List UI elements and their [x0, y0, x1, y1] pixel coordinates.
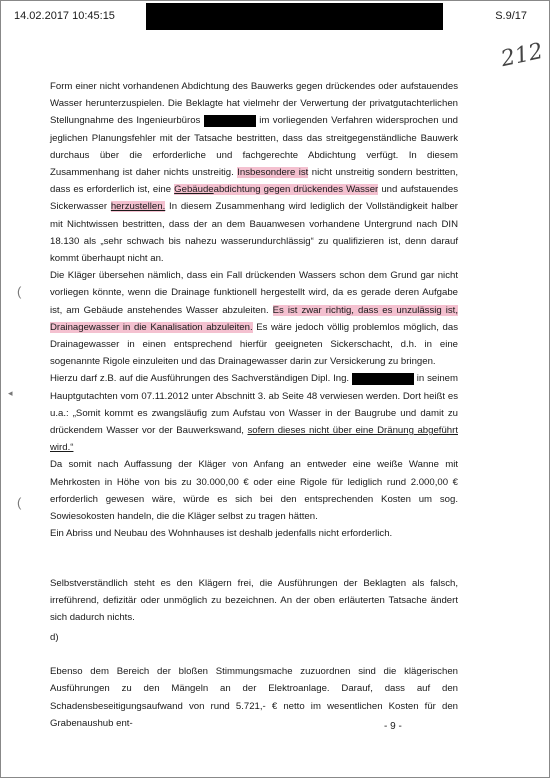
redaction-bar-header — [146, 3, 443, 30]
body-text-section-d — [50, 629, 458, 732]
margin-arrow: ◂ — [8, 388, 13, 398]
redaction-inline — [352, 373, 414, 385]
paragraph: Da somit nach Auffassung der Kläger von Anfang an entweder eine weiße Wanne mit Mehrkosten in Höhe von bis zu 30.000,00 € oder eine Rigole für lediglich rund 2.000,00 € erforderlich gewesen wäre, würde es sich bei den entsprechenden Kosten um sog. Sowiesokosten handeln, die die Kläger selbst zu tragen hätten. — [50, 459, 458, 523]
paragraph: Hierzu darf z.B. auf die Ausführungen des Sachverständigen Dipl. Ing. in seinem Hauptgutachten vom 07.11.2012 unter Abschnitt 3. ab Seite 48 verwiesen werden. Dort heißt es u.a.: „Somit kommt es zwangsläufig zum Aufstau von Wasser in der Baugrube und damit zu drückendem Wasser vor der Bauwerkswand, sofern dieses nicht über eine Dränung abgeführt wird.“ — [50, 373, 459, 454]
paragraph: Selbstverständlich steht es den Klägern frei, die Ausführungen der Beklagten als falsch, irreführend, defizitär oder unmöglich zu bezeichnen. An der oben erläuterten Tatsache ändert sich dadurch nichts. — [50, 578, 458, 624]
page-number: - 9 - — [384, 721, 402, 732]
highlight: abdichtung gegen drückendes Wasser — [213, 184, 379, 196]
highlight-underlined: herzustellen. — [110, 201, 166, 213]
margin-mark: ( — [17, 284, 22, 299]
highlight: Es ist zwar richtig, dass es unzulässig ist, Drainagewasser in die Kanalisation abzuleiten. — [50, 304, 458, 333]
paragraph: Ebenso dem Bereich der bloßen Stimmungsmache zuzuordnen sind die klägerischen Ausführungen zu den Mängeln an der Elektroanlage. Darauf, dass auf den Schadensbeseitigungsaufwand von rund 5.721,- € netto im wesentlichen Kosten für den Grabenaushub ent- — [50, 666, 458, 729]
section-heading: d) — [50, 632, 59, 643]
highlight-underlined: Gebäude — [174, 184, 214, 196]
redaction-inline — [204, 115, 256, 127]
handwritten-note: 212 — [498, 38, 546, 73]
body-text-main — [50, 78, 458, 542]
fax-timestamp: 14.02.2017 10:45:15 — [14, 10, 115, 22]
paragraph: Die Kläger übersehen nämlich, dass ein Fall drückenden Wassers schon dem Grund gar nicht vorliegen könnte, wenn die Drainage funktionell hergestellt wird, da es gerade deren Aufgabe ist, am Gebäude anstehendes Wasser abzuleiten. Es ist zwar richtig, dass es unzulässig ist, Drainagewasser in die Kanalisation abzuleiten. Es wäre jedoch völlig problemlos möglich, das Drainagewasser in einen entsprechend hierfür geeigneten Sickerschacht, d.h. in eine sogenannte Rigole einzuleiten und das Drainagewasser darin zur Versickerung zu bringen. — [50, 270, 458, 368]
paragraph: Ein Abriss und Neubau des Wohnhauses ist deshalb jedenfalls nicht erforderlich. — [50, 528, 393, 540]
margin-mark: ( — [17, 495, 22, 510]
highlight: Insbesondere ist — [237, 167, 309, 179]
underlined-quote: sofern dieses nicht über eine Dränung abgeführt wird.“ — [50, 425, 458, 454]
page-indicator: S.9/17 — [495, 10, 527, 22]
paragraph: Form einer nicht vorhandenen Abdichtung des Bauwerks gegen drückendes oder aufstauendes Wasser herunterzuspielen. Die Beklagte hat vielmehr der Verwertung der privatgutachterlichen Stellungnahme des Ingenieurbüros im vorliegenden Verfahren widersprochen und jeglichen Planungsfehler mit der Tatsache bestritten, dass das streitgegenständliche Bauwerk durchaus über die erforderliche und fachgerechte Abdichtung verfügt. In diesem Zusammenhang ist daher nichts unstreitig. Insbesondere ist nicht unstreitig sondern bestritten, dass es erforderlich ist, eine Gebäudeabdichtung gegen drückendes Wasser und aufstauendes Sickerwasser herzustellen. In diesem Zusammenhang wird lediglich der Vollständigkeit halber mit Nichtwissen bestritten, dass der an dem Bauanwesen vorhandene Untergrund nach DIN 18.130 als „sehr schwach bis nahezu wasserundurchlässig“ zu qualifizieren ist, denn darauf kommt überhaupt nicht an. — [50, 81, 458, 265]
body-text-conclusion — [50, 575, 458, 627]
